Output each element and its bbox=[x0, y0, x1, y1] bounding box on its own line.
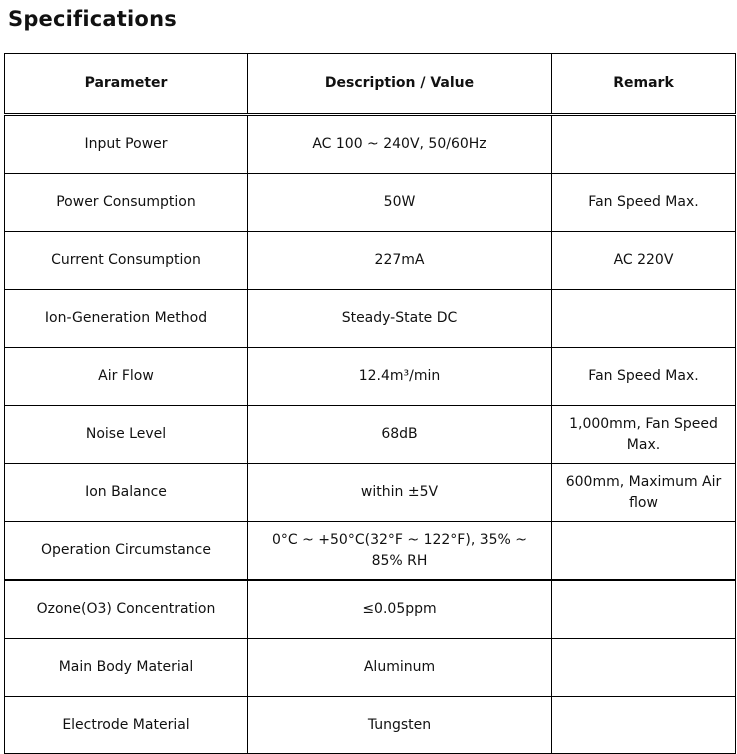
table-row bbox=[5, 174, 736, 232]
header-description: Description / Value bbox=[248, 54, 552, 115]
page-title: Specifications bbox=[8, 7, 177, 31]
table-row bbox=[5, 406, 736, 464]
table-row bbox=[5, 348, 736, 406]
cell-remark: 600mm, Maximum Air flow bbox=[552, 464, 736, 522]
cell-remark bbox=[552, 290, 736, 348]
cell-parameter: Main Body Material bbox=[5, 639, 248, 697]
cell-value: within ±5V bbox=[248, 464, 552, 522]
table-row bbox=[5, 115, 736, 174]
cell-value: 12.4m³/min bbox=[248, 348, 552, 406]
table-row bbox=[5, 522, 736, 581]
cell-parameter: Ion-Generation Method bbox=[5, 290, 248, 348]
cell-remark: AC 220V bbox=[552, 232, 736, 290]
header-remark: Remark bbox=[552, 54, 736, 115]
cell-value: Steady-State DC bbox=[248, 290, 552, 348]
header-parameter: Parameter bbox=[5, 54, 248, 115]
cell-parameter: Air Flow bbox=[5, 348, 248, 406]
cell-value: 0°C ~ +50°C(32°F ~ 122°F), 35% ~ 85% RH bbox=[248, 522, 552, 581]
cell-remark bbox=[552, 522, 736, 581]
cell-parameter: Electrode Material bbox=[5, 697, 248, 754]
table-row bbox=[5, 232, 736, 290]
table-row bbox=[5, 290, 736, 348]
table-row bbox=[5, 464, 736, 522]
cell-remark bbox=[552, 639, 736, 697]
cell-remark: 1,000mm, Fan Speed Max. bbox=[552, 406, 736, 464]
table-row bbox=[5, 639, 736, 697]
cell-parameter: Power Consumption bbox=[5, 174, 248, 232]
specifications-table bbox=[4, 53, 736, 754]
cell-remark: Fan Speed Max. bbox=[552, 174, 736, 232]
cell-value: 227mA bbox=[248, 232, 552, 290]
cell-parameter: Ozone(O3) Concentration bbox=[5, 580, 248, 639]
cell-value: AC 100 ~ 240V, 50/60Hz bbox=[248, 115, 552, 174]
table-row bbox=[5, 580, 736, 639]
cell-parameter: Input Power bbox=[5, 115, 248, 174]
cell-parameter: Operation Circumstance bbox=[5, 522, 248, 581]
cell-value: Tungsten bbox=[248, 697, 552, 754]
table-header-row bbox=[5, 54, 736, 115]
cell-parameter: Noise Level bbox=[5, 406, 248, 464]
cell-value: 68dB bbox=[248, 406, 552, 464]
cell-parameter: Ion Balance bbox=[5, 464, 248, 522]
cell-value: ≤0.05ppm bbox=[248, 580, 552, 639]
cell-remark bbox=[552, 580, 736, 639]
cell-remark: Fan Speed Max. bbox=[552, 348, 736, 406]
cell-value: Aluminum bbox=[248, 639, 552, 697]
cell-remark bbox=[552, 115, 736, 174]
cell-value: 50W bbox=[248, 174, 552, 232]
cell-parameter: Current Consumption bbox=[5, 232, 248, 290]
